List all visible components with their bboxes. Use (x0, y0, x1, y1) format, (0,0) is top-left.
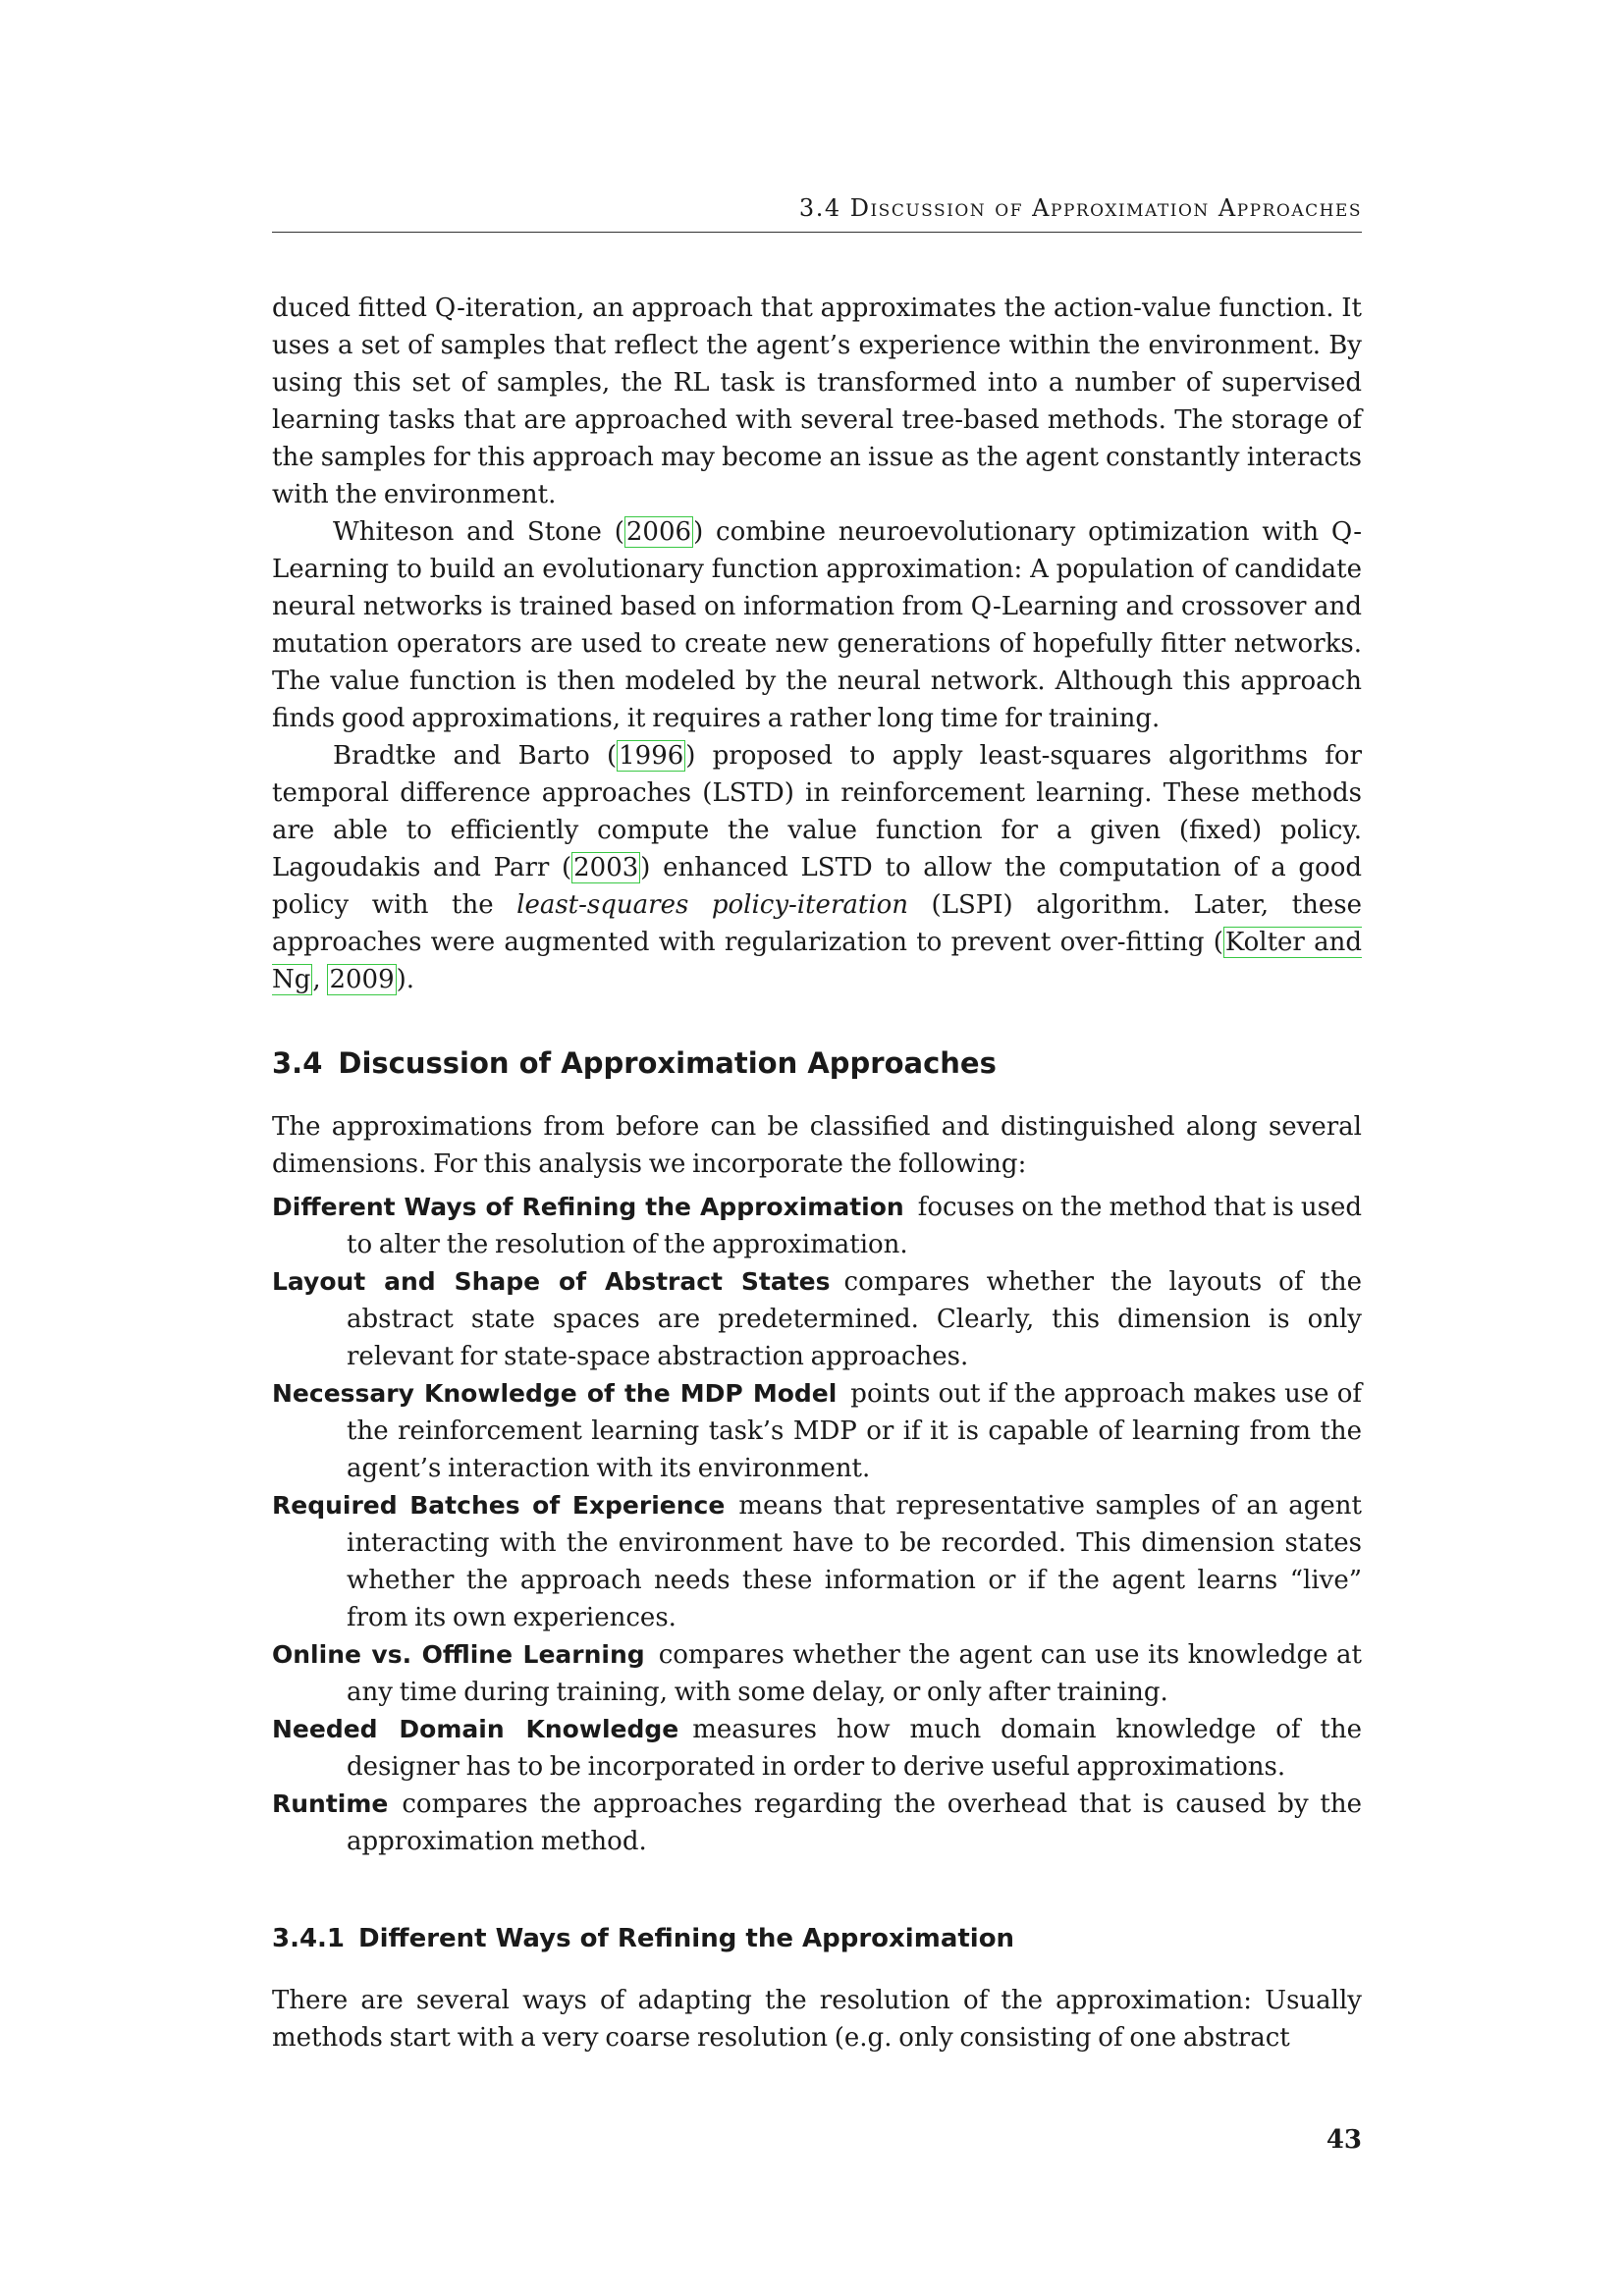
section-heading (272, 1043, 1362, 1083)
list-item (272, 1786, 1362, 1860)
subsection-heading (272, 1921, 1362, 1956)
dimension-description: measures how much domain knowledge of the designer has to be incorporated in order to derive useful approximations. (347, 1715, 1362, 1782)
subsection-title: Different Ways of Refining the Approximation (358, 1924, 1015, 1953)
dimension-description: compares the approaches regarding the overhead that is caused by the approximation method. (347, 1789, 1362, 1856)
dimension-description: focuses on the method that is used to alter the resolution of the approximation. (347, 1193, 1362, 1259)
citation-link[interactable]: 1996 (619, 741, 684, 771)
running-title: 3.4 Discussion of Approximation Approaches (798, 194, 1362, 222)
dimension-term: Layout and Shape of Abstract States (272, 1267, 831, 1296)
text-run: ) proposed to apply least-squares algorithms for temporal difference approaches (LSTD) in reinforcement learning. These methods are able to efficiently compute the value function for a given (fixed) policy. Lagoudakis and Parr ( (272, 741, 1363, 882)
dimension-term: Runtime (272, 1789, 389, 1818)
text-run: ). (396, 965, 415, 994)
text-run: Whiteson and Stone ( (333, 517, 624, 547)
citation-link[interactable]: 2009 (329, 965, 395, 994)
paragraph (272, 737, 1362, 998)
dimension-description: compares whether the layouts of the abstract state spaces are predetermined. Clearly, this dimension is only relevant for state-space abstraction approaches. (347, 1267, 1362, 1371)
section-number: 3.4 (272, 1046, 323, 1080)
dimension-list (272, 1189, 1362, 1860)
emphasized-term: least-squares policy-iteration (516, 890, 909, 920)
text-run: Bradtke and Barto ( (333, 741, 618, 771)
paragraph (272, 513, 1362, 737)
text-run: ) enhanced LSTD to allow the computation of a good policy with the (272, 853, 1362, 920)
text-run: (LSPI) algorithm. Later, these approaches were augmented with regularization to prevent over-fitting ( (272, 890, 1362, 957)
dimension-term: Required Batches of Experience (272, 1491, 726, 1520)
list-item (272, 1189, 1362, 1263)
paragraph: The approximations from before can be classified and distinguished along several dimensions. For this analysis we incorporate the following: (272, 1112, 1362, 1179)
dimension-term: Online vs. Offline Learning (272, 1640, 645, 1669)
list-item (272, 1375, 1362, 1487)
dimension-description: points out if the approach makes use of the reinforcement learning task’s MDP or if it is capable of learning from the agent’s interaction with its environment. (347, 1379, 1362, 1483)
dimension-description: compares whether the agent can use its knowledge at any time during training, with some delay, or only after training. (347, 1640, 1362, 1707)
dimension-term: Needed Domain Knowledge (272, 1715, 679, 1743)
dimension-term: Necessary Knowledge of the MDP Model (272, 1379, 838, 1408)
subsection-number: 3.4.1 (272, 1924, 346, 1953)
citation-link[interactable]: Kolter and Ng (272, 928, 1362, 994)
list-item (272, 1487, 1362, 1636)
citation-link[interactable]: 2006 (625, 517, 692, 547)
citation-link[interactable]: 2003 (573, 853, 639, 882)
dimension-description: means that representative samples of an agent interacting with the environment have to be recorded. This dimension states whether the approach needs these information or if the agent learns “live” from its own experiences. (347, 1491, 1362, 1632)
list-item (272, 1636, 1362, 1711)
page-number: 43 (1326, 2125, 1362, 2155)
text-run: , (312, 965, 328, 994)
paragraph: duced fitted Q-iteration, an approach that approximates the action-value function. It uses a set of samples that reflect the agent’s experience within the environment. By using this set of samples, the RL task is transformed into a number of supervised learning tasks that are approached with several tree-based methods. The storage of the samples for this approach may become an issue as the agent constantly interacts with the environment. (272, 294, 1362, 509)
running-header (272, 192, 1362, 233)
paragraph: There are several ways of adapting the resolution of the approximation: Usually methods start with a very coarse resolution (e.g. only consisting of one abstract (272, 1986, 1362, 2053)
section-title: Discussion of Approximation Approaches (338, 1046, 997, 1080)
list-item (272, 1263, 1362, 1375)
dimension-term: Different Ways of Refining the Approximation (272, 1193, 904, 1221)
page-body (272, 290, 1362, 2056)
text-run: ) combine neuroevolutionary optimization with Q-Learning to build an evolutionary function approximation: A population of candidate neural networks is trained based on information from Q-Learning and crossover and mutation operators are used to create new generations of hopefully fitter networks. The value function is then modeled by the neural network. Although this approach finds good approximations, it requires a rather long time for training. (272, 517, 1362, 733)
list-item (272, 1711, 1362, 1786)
